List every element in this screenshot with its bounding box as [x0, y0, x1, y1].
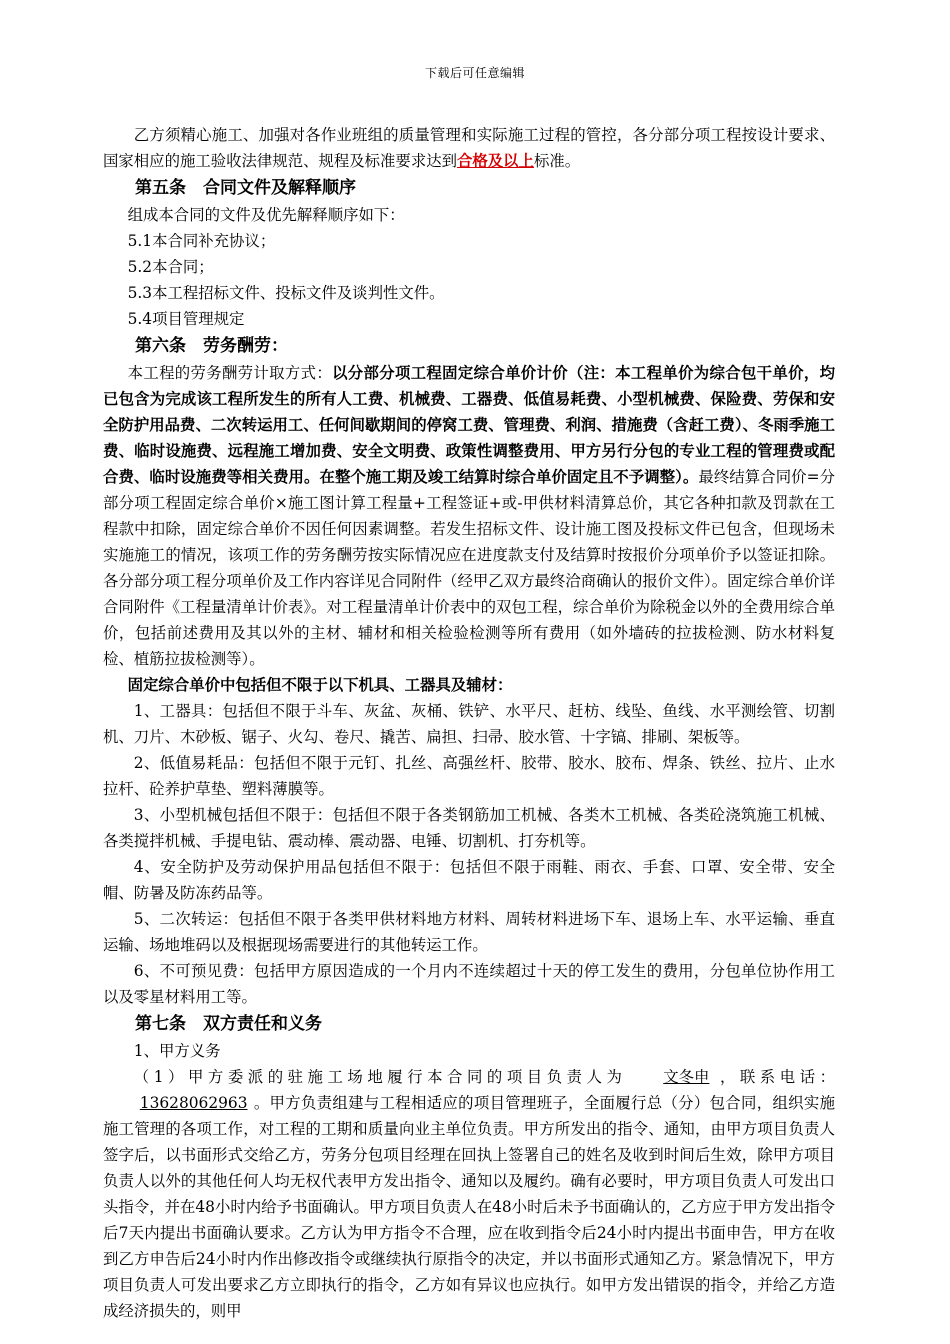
duty-text-rest: 。甲方负责组建与工程相适应的项目管理班子，全面履行总（分）包合同，组织实施施工管理的各项工作，对工程的工期和质量向业主单位负责。甲方所发出的指令、通知，由甲方项目负责人签字后，以书面形式交给乙方，劳务分包项目经理在回执上签署自己的姓名及收到时间后生效，除甲方项目负责人以外的其他任何人均无权代表甲方发出指令、通知以及履约。确有必要时，甲方项目负责人可发出口头指令，并在48小时内给予书面确认。甲方项目负责人在48小时后未予书面确认的，乙方应于甲方发出指令后7天内提出书面确认要求。乙方认为甲方指令不合理，应在收到指令后24小时内提出书面申告，甲方在收到乙方申告后24小时内作出修改指令或继续执行原指令的决定，并以书面形式通知乙方。紧急情况下，甲方项目负责人可发出要求乙方立即执行的指令，乙方如有异议也应执行。如甲方发出错误的指令，并给乙方造成经济损失的，则甲 — [103, 1094, 835, 1320]
article-5-item: 5.1本合同补充协议； — [127, 232, 276, 250]
quality-standard-highlight: 合格及以上 — [457, 152, 534, 170]
project-manager-name: 文冬申 — [663, 1068, 710, 1086]
transport-list-item: 5、二次转运：包括但不限于各类甲供材料地方材料、周转材料进场下车、退场上车、水平运输、垂直运输、场地堆码以及根据现场需要进行的其他转运工作。 — [103, 910, 835, 954]
duty-text: （1）甲方委派的驻施工场地履行本合同的项目负责人为 — [133, 1068, 627, 1086]
safety-list-item: 4、安全防护及劳动保护用品包括但不限于：包括但不限于雨鞋、雨衣、手套、口罩、安全带、安全帽、防暑及防冻药品等。 — [103, 858, 835, 902]
article-5-intro: 组成本合同的文件及优先解释顺序如下： — [127, 206, 405, 224]
consumables-list-item: 2、低值易耗品：包括但不限于元钉、扎丝、高强丝杆、胶带、胶水、胶布、焊条、铁丝、拉片、止水拉杆、砼养护草垫、塑料薄膜等。 — [103, 754, 835, 798]
page-header: 下载后可任意编辑 — [424, 66, 525, 80]
pricing-bold-clause: 以分部分项工程固定综合单价计价（注：本工程单价为综合包干单价，均已包含为完成该工程所发生的所有人工费、机械费、工器费、低值易耗费、小型机械费、保险费、劳保和安全防护用品费、二次转运用工、任何间歇期间的停窝工费、管理费、利润、措施费（含赶工费）、冬雨季施工费、临时设施费、远程施工增加费、安全文明费、政策性调整费用、甲方另行分包的专业工程的管理费或配合费、临时设施费等相关费用。在整个施工期及竣工结算时综合单价固定且不予调整）。 — [103, 364, 835, 486]
contact-phone: 13628062963 — [139, 1094, 248, 1112]
article-5-heading: 第五条 合同文件及解释顺序 — [135, 178, 356, 198]
article-6-subheading: 固定综合单价中包括但不限于以下机具、工器具及辅材： — [127, 676, 513, 694]
pricing-details: 最终结算合同价=分部分项工程固定综合单价×施工图计算工程量+工程签证+或-甲供材料清算总价，其它各种扣款及罚款在工程款中扣除，固定综合单价不因任何因素调整。若发生招标文件、设计施工图及投标文件已包含，但现场未实施施工的情况，该项工作的劳务酬劳按实际情况应在进度款支付及结算时按报价分项单价予以签证扣除。各分部分项工程分项单价及工作内容详见合同附件（经甲乙双方最终洽商确认的报价文件）。固定综合单价详合同附件《工程量清单计价表》。对工程量清单计价表中的双包工程，综合单价为除税金以外的全费用综合单价，包括前述费用及其以外的主材、辅材和相关检验检测等所有费用（如外墙砖的拉拔检测、防水材料复检、植筋拉拔检测等）。 — [103, 468, 835, 668]
article-7-heading: 第七条 双方责任和义务 — [135, 1014, 322, 1034]
quality-paragraph — [103, 122, 835, 174]
quality-text: 乙方须精心施工、加强对各作业班组的质量管理和实际施工过程的管控，各分部分项工程按设计要求、国家相应的施工验收法律规范、规程及标准要求达到 — [103, 126, 835, 170]
quality-text-end: 标准。 — [533, 152, 581, 170]
article-7-subheading: 1、甲方义务 — [133, 1042, 221, 1060]
pricing-lead: 本工程的劳务酬劳计取方式： — [127, 364, 333, 382]
article-5-item: 5.2本合同； — [127, 258, 214, 276]
article-6-pricing-paragraph — [103, 360, 835, 672]
party-a-duty-paragraph — [103, 1064, 835, 1324]
document-body — [103, 122, 835, 1324]
article-5-item: 5.3本工程招标文件、投标文件及谈判性文件。 — [127, 284, 445, 302]
article-6-heading: 第六条 劳务酬劳： — [135, 336, 288, 356]
contingency-list-item: 6、不可预见费：包括甲方原因造成的一个月内不连续超过十天的停工发生的费用，分包单位协作用工以及零星材料用工等。 — [103, 962, 835, 1006]
machinery-list-item: 3、小型机械包括但不限于：包括但不限于各类钢筋加工机械、各类木工机械、各类砼浇筑施工机械、各类搅拌机械、手提电钻、震动棒、震动器、电锤、切割机、打夯机等。 — [103, 806, 835, 850]
article-5-item: 5.4项目管理规定 — [127, 310, 245, 328]
tools-list-item: 1、工器具：包括但不限于斗车、灰盆、灰桶、铁铲、水平尺、赶枋、线坠、鱼线、水平测绘管、切割机、刀片、木砂板、锯子、火勾、卷尺、撬苦、扁担、扫帚、胶水管、十字镐、排刷、架板等。 — [103, 702, 835, 746]
duty-text-phone-label: ，联系电话： — [715, 1068, 835, 1086]
